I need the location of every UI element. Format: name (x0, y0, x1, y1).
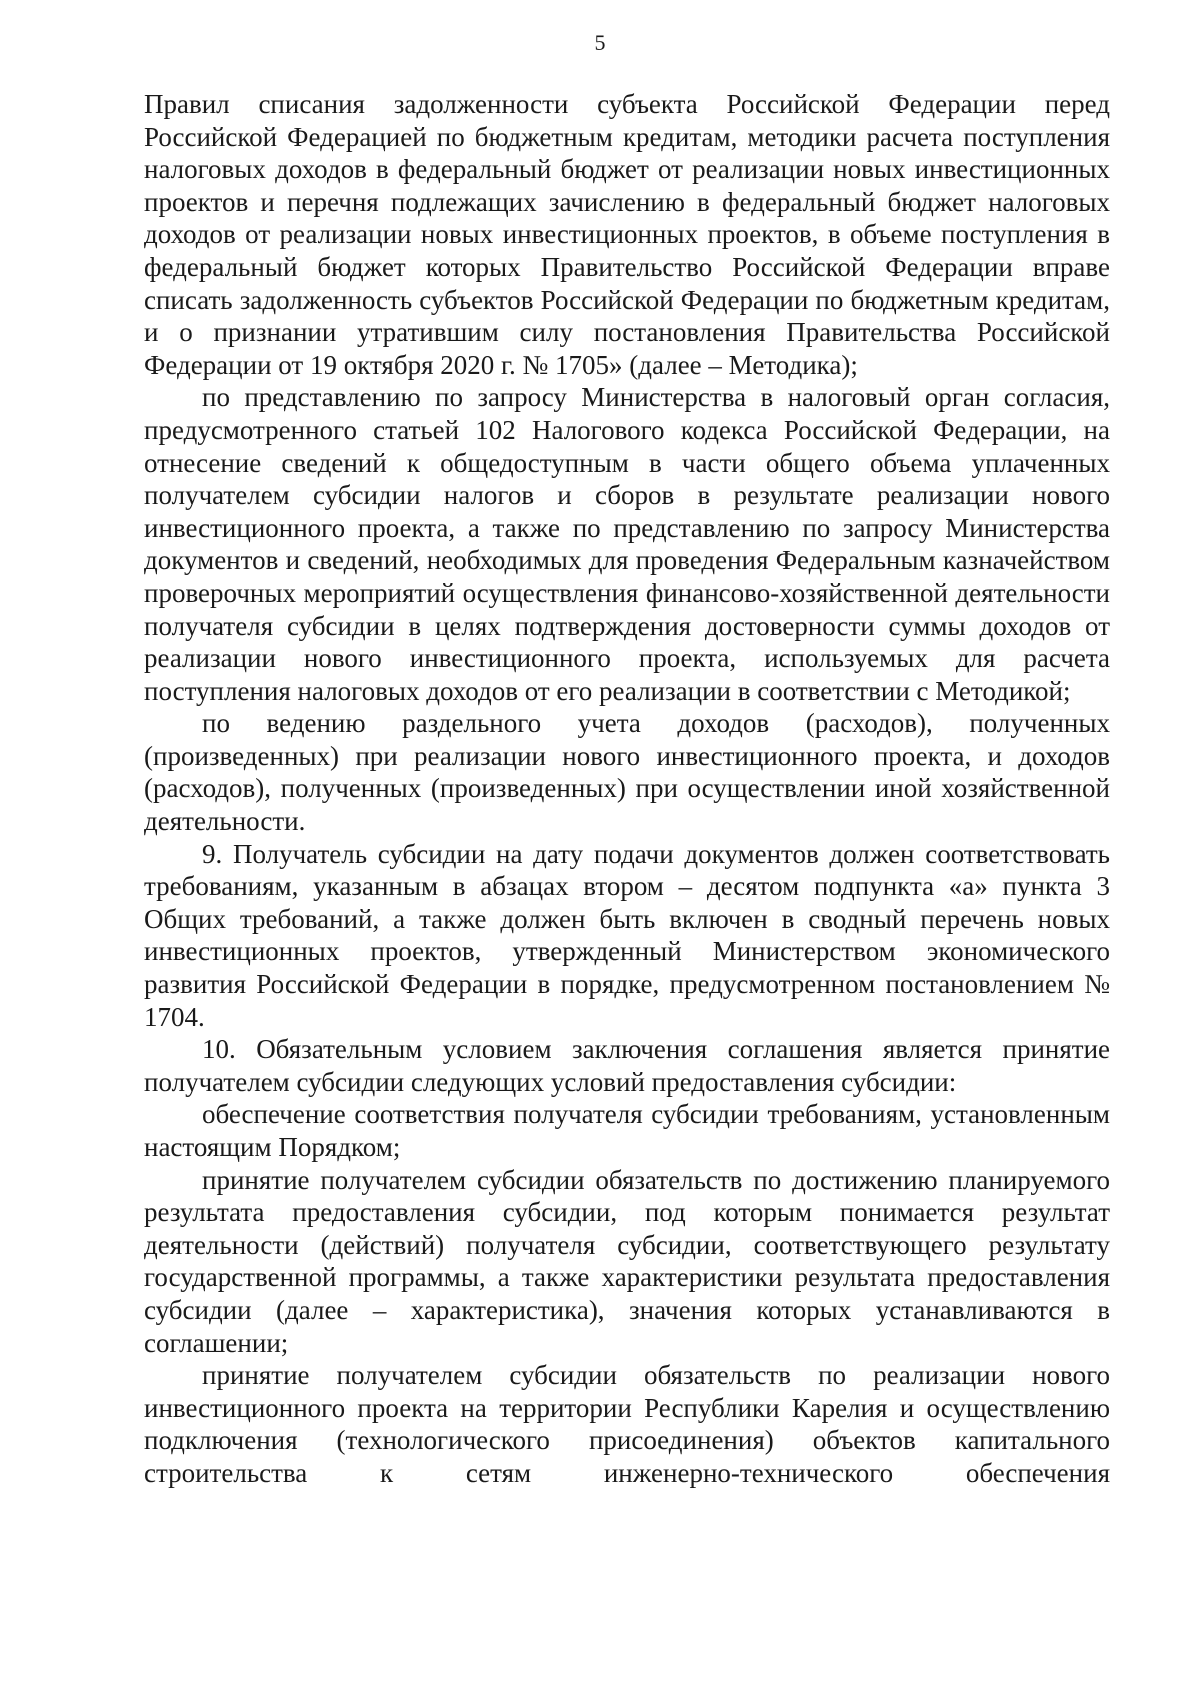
paragraph-separate-accounting: по ведению раздельного учета доходов (расходов), полученных (произведенных) при реализации нового инвестиционного проекта, и доходов (расходов), полученных (произведенных) при осуществлении иной хозяйственной деятельности. (144, 708, 1110, 837)
paragraph-item-10: 10. Обязательным условием заключения соглашения является принятие получателем субсидии следующих условий предоставления субсидии: (144, 1034, 1110, 1097)
paragraph-planned-result: принятие получателем субсидии обязательств по достижению планируемого результата предоставления субсидии, под которым понимается результат деятельности (действий) получателя субсидии, соответствующего результату государственной программы, а также характеристики результата предоставления субсидии (далее – характеристика), значения которых устанавливаются в соглашении; (144, 1164, 1110, 1358)
paragraph-item-9: 9. Получатель субсидии на дату подачи документов должен соответствовать требованиям, указанным в абзацах втором – десятом подпункта «а» пункта 3 Общих требований, а также должен быть включен в сводный перечень новых инвестиционных проектов, утвержденный Министерством экономического развития Российской Федерации в порядке, предусмотренном постановлением № 1704. (144, 838, 1110, 1032)
paragraph-continuation-methodology: Правил списания задолженности субъекта Российской Федерации перед Российской Федерацией по бюджетным кредитам, методики расчета поступления налоговых доходов в федеральный бюджет от реализации новых инвестиционных проектов и перечня подлежащих зачислению в федеральный бюджет налоговых доходов от реализации новых инвестиционных проектов, в объеме поступления в федеральный бюджет которых Правительство Российской Федерации вправе списать задолженность субъектов Российской Федерации по бюджетным кредитам, и о признании утратившим силу постановления Правительства Российской Федерации от 19 октября 2020 г. № 1705» (далее – Методика); (144, 89, 1110, 380)
paragraph-tax-authority-consent: по представлению по запросу Министерства в налоговый орган согласия, предусмотренного статьей 102 Налогового кодекса Российской Федерации, на отнесение сведений к общедоступным в части общего объема уплаченных получателем субсидии налогов и сборов в результате реализации нового инвестиционного проекта, а также по представлению по запросу Министерства документов и сведений, необходимых для проведения Федеральным казначейством проверочных мероприятий осуществления финансово-хозяйственной деятельности получателя субсидии в целях подтверждения достоверности суммы доходов от реализации нового инвестиционного проекта, используемых для расчета поступления налоговых доходов от его реализации в соответствии с Методикой; (144, 382, 1110, 706)
document-body (144, 88, 1110, 1490)
paragraph-compliance-requirements: обеспечение соответствия получателя субсидии требованиям, установленным настоящим Порядком; (144, 1099, 1110, 1162)
paragraph-project-implementation: принятие получателем субсидии обязательств по реализации нового инвестиционного проекта на территории Республики Карелия и осуществлению подключения (технологического присоединения) объектов капитального строительства к сетям инженерно-технического обеспечения (144, 1360, 1110, 1488)
page-number: 5 (594, 30, 606, 55)
